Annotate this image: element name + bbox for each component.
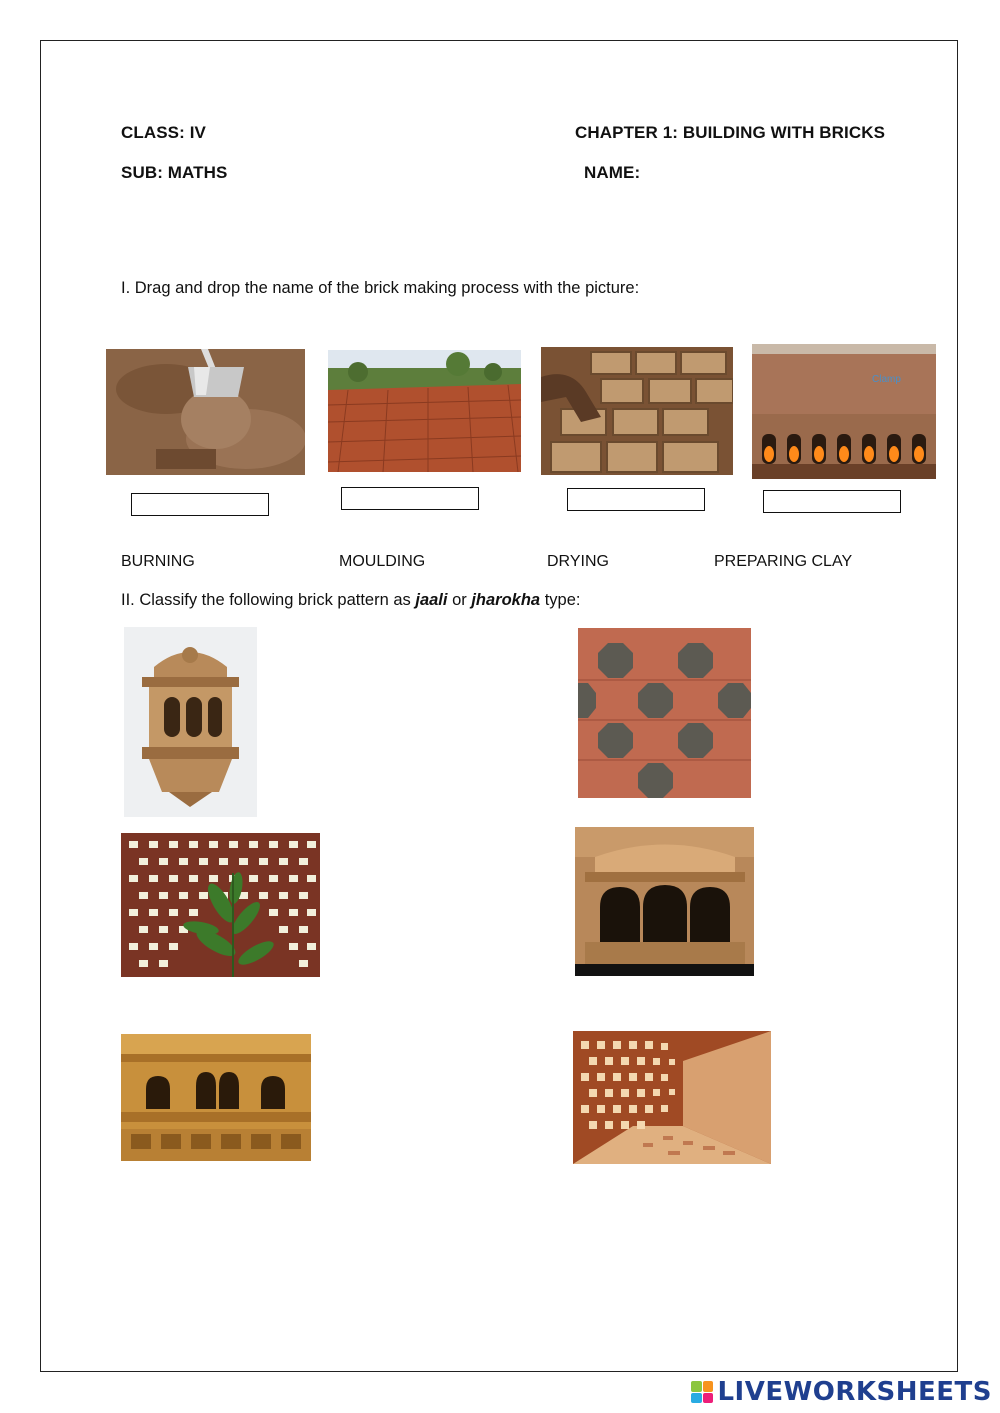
jaali-corridor-image (573, 1031, 771, 1164)
section1-instruction: I. Drag and drop the name of the brick making process with the picture: (121, 279, 640, 297)
brick-drying-field-image (328, 350, 521, 472)
option-moulding[interactable]: MOULDING (339, 553, 426, 570)
term-jharokha: jharokha (471, 591, 541, 609)
brick-moulding-hands-image (541, 347, 733, 475)
option-drying[interactable]: DRYING (547, 553, 609, 570)
clay-digging-image (106, 349, 305, 475)
instruction-suffix: type: (540, 591, 581, 609)
term-jaali: jaali (415, 591, 448, 609)
drop-box-2[interactable] (341, 487, 479, 510)
brand-name: LIVEWORKSHEETS (717, 1377, 992, 1407)
option-burning[interactable]: BURNING (121, 553, 195, 570)
sandstone-jharokha-facade-image (121, 1034, 311, 1161)
drop-box-3[interactable] (567, 488, 705, 511)
chapter-label: CHAPTER 1: BUILDING WITH BRICKS (575, 123, 886, 142)
brick-kiln-burning-image (752, 344, 936, 479)
brick-jaali-wall-plant-image (121, 833, 320, 977)
instruction-prefix: II. Classify the following brick pattern as (121, 591, 416, 609)
liveworksheets-logo-icon (691, 1381, 713, 1403)
drop-box-1[interactable] (131, 493, 269, 516)
option-preparing-clay[interactable]: PREPARING CLAY (714, 553, 853, 570)
drop-box-4[interactable] (763, 490, 901, 513)
subject-label: SUB: MATHS (121, 163, 228, 182)
class-label: CLASS: IV (121, 123, 206, 142)
instruction-mid: or (447, 591, 472, 609)
jharokha-balcony-image (124, 627, 257, 817)
liveworksheets-brand (691, 1377, 992, 1407)
section2-instruction (121, 591, 580, 610)
carved-jharokha-window-image (575, 827, 754, 976)
brick-jaali-lattice-image (578, 628, 751, 798)
svg-text:Clamp: Clamp (872, 374, 901, 385)
name-label: NAME: (584, 163, 641, 182)
